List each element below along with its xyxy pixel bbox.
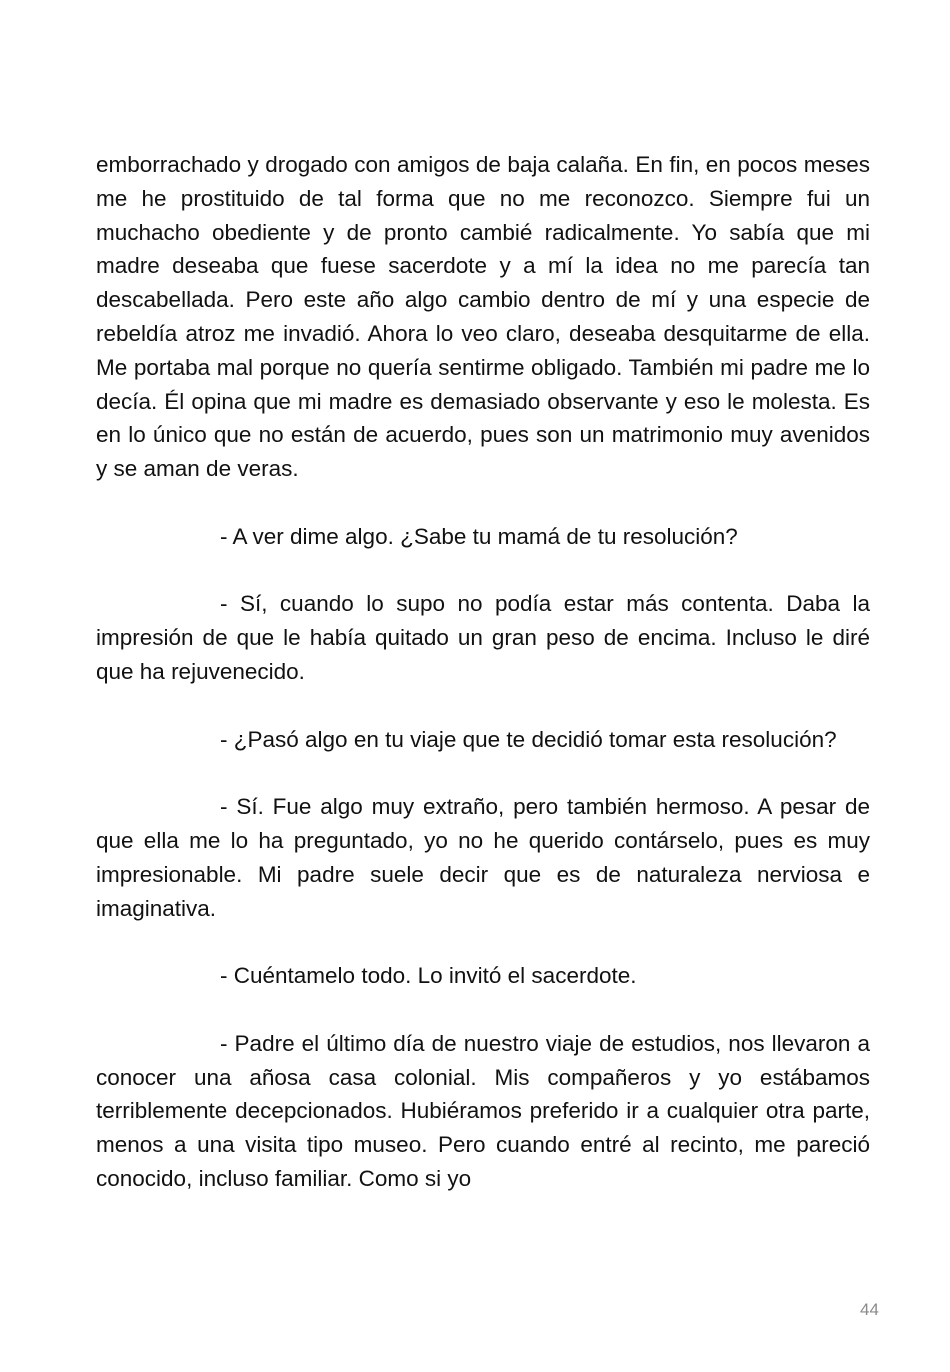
paragraph-dialog-question: - A ver dime algo. ¿Sabe tu mamá de tu resolución?	[220, 523, 738, 549]
page-number: 44	[860, 1300, 879, 1319]
paragraph-narration: emborrachado y drogado con amigos de baja calaña. En fin, en pocos meses me he prostituido de tal forma que no me reconozco. Siempre fui un muchacho obediente y de pronto cambié radicalmente. Yo sabía que mi madre deseaba que fuese sacerdote y a mí la idea no me parecía tan descabellada. Pero este año algo cambio dentro de mí y una especie de rebeldía atroz me invadió. Ahora lo veo claro, deseaba desquitarme de ella. Me portaba mal porque no quería sentirme obligado. También mi padre me lo decía. Él opina que mi madre es demasiado observante y eso le molesta. Es en lo único que no están de acuerdo, pues son un matrimonio muy avenidos y se aman de veras.	[96, 152, 870, 482]
page-body-text	[96, 148, 870, 1196]
paragraph-dialog-story: - Padre el último día de nuestro viaje de estudios, nos llevaron a conocer una añosa casa colonial. Mis compañeros y yo estábamos terriblemente decepcionados. Hubiéramos preferido ir a cualquier otra parte, menos a una visita tipo museo. Pero cuando entré al recinto, me pareció conocido, incluso familiar. Como si yo	[96, 1030, 870, 1191]
paragraph-dialog-answer: - Sí. Fue algo muy extraño, pero también hermoso. A pesar de que ella me lo ha preguntado, yo no he querido contárselo, pues es muy impresionable. Mi padre suele decir que es de naturaleza nerviosa e imaginativa.	[96, 794, 870, 921]
paragraph-dialog-question: - ¿Pasó algo en tu viaje que te decidió tomar esta resolución?	[220, 726, 837, 752]
paragraph-dialog-answer: - Sí, cuando lo supo no podía estar más contenta. Daba la impresión de que le había quitado un gran peso de encima. Incluso le diré que ha rejuvenecido.	[96, 591, 870, 684]
paragraph-dialog-prompt: - Cuéntamelo todo. Lo invitó el sacerdote.	[220, 963, 637, 989]
